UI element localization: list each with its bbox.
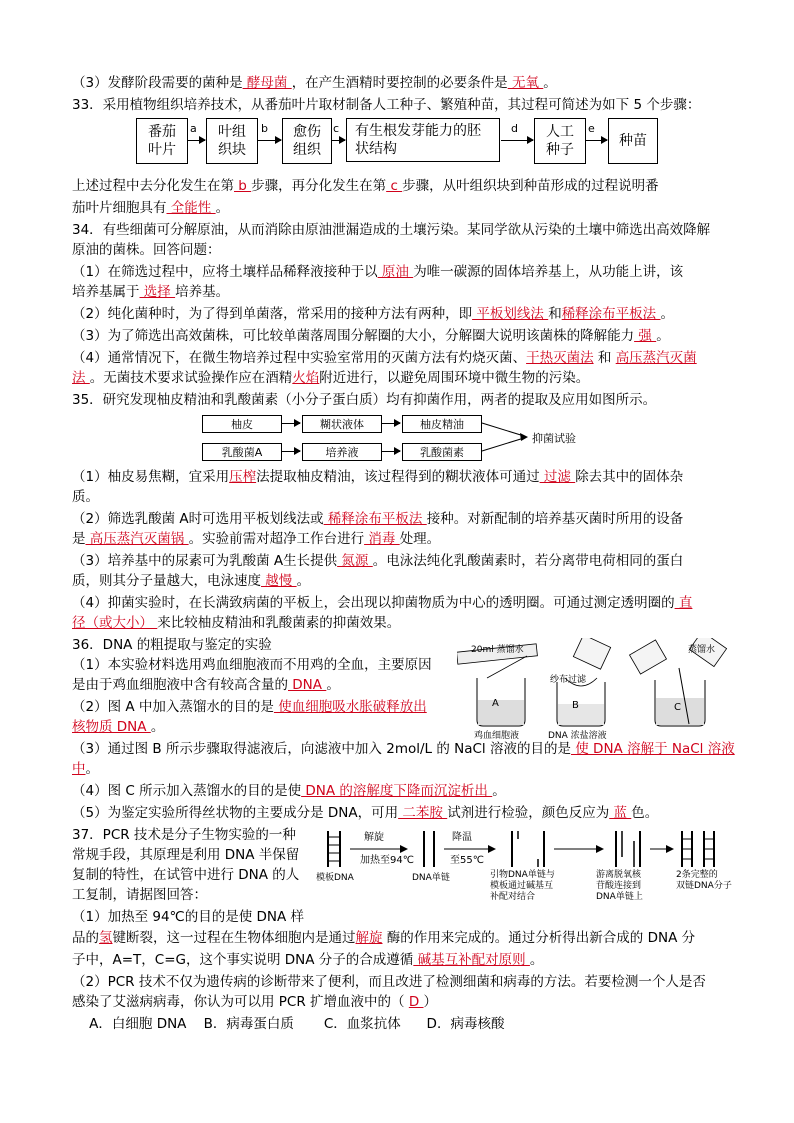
answer: 全能性	[166, 200, 216, 216]
answer: 中	[72, 761, 86, 777]
arrow-icon	[331, 140, 345, 141]
flow-box: 糊状液体	[302, 415, 382, 433]
arrow-icon	[501, 140, 533, 141]
q36-part1b: 是由于鸡血细胞液中含有较高含量的 DNA 。	[72, 677, 340, 693]
answer: 平板划线法	[472, 306, 549, 322]
answer: c	[386, 178, 403, 194]
figure-label: 至55℃	[450, 855, 484, 866]
q36-part2b: 核物质 DNA 。	[72, 719, 165, 735]
answer: 氢	[99, 930, 113, 946]
arrow-label: c	[333, 122, 340, 135]
arrow-icon	[282, 451, 300, 452]
answer: 压榨	[229, 469, 257, 485]
q37-options: A．白细胞 DNA B．病毒蛋白质 C．血浆抗体 D．病毒核酸	[72, 1016, 505, 1032]
q33-line2: 茄叶片细胞具有 全能性 。	[72, 200, 230, 216]
figure-label: 蒸馏水	[688, 645, 716, 655]
q35-part1b: 质。	[72, 489, 99, 505]
arrow-label: b	[261, 122, 268, 135]
q36-part2a: （2）图 A 中加入蒸馏水的目的是 使血细胞吸水胀破释放出	[72, 699, 427, 715]
q35-part2b: 是 高压蒸汽灭菌锅 。实验前需对超净工作台进行 消毒 处理。	[72, 531, 441, 547]
figure-label: 2条完整的 双链DNA分子	[676, 870, 732, 891]
q36-part3b: 中。	[72, 761, 99, 777]
answer: 越慢	[261, 573, 297, 589]
figure-label: 加热至94℃	[360, 855, 414, 866]
q37-part1a: 品的氢键断裂，这一过程在生物体细胞内是通过解旋 酶的作用来完成的。通过分析得出新合成的 DNA 分	[72, 930, 696, 946]
q35-part3a: （3）培养基中的尿素可为乳酸菌 A生长提供 氮源 。电泳法纯化乳酸菌素时，若分离带电荷相同的蛋白	[72, 553, 684, 569]
flow-box: 柚皮精油	[402, 415, 482, 433]
q35-part1a: （1）柚皮易焦糊，宜采用压榨法提取柚皮精油，该过程得到的糊状液体可通过 过滤 除去其中的固体杂	[72, 469, 684, 485]
q37-part1b: 子中，A=T，C=G，这个事实说明 DNA 分子的合成遵循 碱基互补配对原则 。	[72, 952, 544, 968]
arrow-label: a	[190, 122, 197, 135]
figure-label: 游离脱氧核 苷酸连接到 DNA单链上	[596, 870, 643, 902]
q35-part4a: （4）抑菌实验时，在长满致病菌的平板上，会出现以抑菌物质为中心的透明圈。可通过测定透明圈的 直	[72, 595, 693, 611]
arrow-icon	[585, 140, 607, 141]
arrow-label: e	[588, 122, 595, 135]
flow-box: 叶组 织块	[206, 118, 258, 164]
arrow-icon	[282, 423, 300, 424]
q36-part4: （4）图 C 所示加入蒸馏水的目的是使 DNA 的溶解度下降而沉淀析出 。	[72, 783, 506, 799]
q35-part3b: 质，则其分子量越大，电泳速度 越慢 。	[72, 573, 311, 589]
answer: 消毒	[364, 531, 400, 547]
result-label: 抑菌试验	[532, 432, 576, 445]
arrow-icon	[257, 140, 281, 141]
answer: 法	[72, 370, 90, 386]
q37-line5: （1）加热至 94℃的目的是使 DNA 样	[72, 909, 305, 925]
answer: 稀释涂布平板法	[323, 511, 427, 527]
arrow-icon	[382, 423, 400, 424]
q34-stem1: 34．有些细菌可分解原油，从而消除由原油泄漏造成的土壤污染。某同学欲从污染的土壤中筛选出高效降解	[72, 222, 711, 238]
figure-label: 20ml 蒸馏水	[471, 645, 524, 655]
q36-part5: （5）为鉴定实验所得丝状物的主要成分是 DNA，可用 二苯胺 试剂进行检验，颜色反应为 蓝 色。	[72, 805, 659, 821]
figure-label: 鸡血细胞液	[474, 731, 520, 741]
figure-label: 解旋	[364, 832, 384, 843]
answer: DNA	[288, 677, 327, 693]
flow-box: 种苗	[608, 118, 658, 164]
q37-part2a: （2）PCR 技术不仅为遗传病的诊断带来了便利，而且改进了检测细菌和病毒的方法。若要检测一个人是否	[72, 974, 706, 990]
flow-box: 乳酸菌素	[402, 443, 482, 461]
answer: 高压蒸汽灭菌锅	[85, 531, 189, 547]
q36-title: 36．DNA 的粗提取与鉴定的实验	[72, 637, 272, 653]
q34-part1b: 培养基属于 选择 培养基。	[72, 284, 230, 300]
q35-part2a: （2）筛选乳酸菌 A时可选用平板划线法或 稀释涂布平板法 接种。对新配制的培养基灭菌时所用的设备	[72, 511, 684, 527]
answer: 二苯胺	[398, 805, 448, 821]
figure-label: A	[492, 698, 499, 709]
q33-stem: 33．采用植物组织培养技术，从番茄叶片取材制备人工种子、繁殖种苗，其过程可简述为如下 5 个步骤：	[72, 97, 701, 113]
figure-label: 纱布过滤	[550, 675, 587, 685]
q36-part1a: （1）本实验材料选用鸡血细胞液而不用鸡的全血，主要原因	[72, 657, 432, 673]
q33-line1: 上述过程中去分化发生在第 b 步骤，再分化发生在第 c 步骤，从叶组织块到种苗形成的过程说明番	[72, 178, 659, 194]
figure-label: C	[674, 702, 681, 713]
q37-line2: 常规手段，其原理是利用 DNA 半保留	[72, 847, 300, 863]
figure-label: 降温	[452, 832, 472, 843]
flow-box: 人工 种子	[534, 118, 586, 164]
flow-box: 有生根发芽能力的胚 状结构	[346, 118, 500, 162]
q34-part2: （2）纯化菌种时，为了得到单菌落，常采用的接种方法有两种，即 平板划线法 和稀释涂布平板法 。	[72, 306, 674, 322]
answer: 氮源	[337, 553, 373, 569]
arrow-icon	[187, 140, 205, 141]
answer: 干热灭菌法	[526, 350, 594, 366]
answer: 使 DNA 溶解于 NaCl 溶液	[570, 741, 735, 757]
answer: 蓝	[609, 805, 632, 821]
figure-label: 模板DNA	[316, 873, 354, 883]
q34-stem2: 原油的菌株。回答问题：	[72, 242, 221, 258]
answer: 酵母菌	[242, 75, 292, 91]
answer: DNA 的溶解度下降而沉淀析出	[301, 783, 493, 799]
q32-part3: （3）发酵阶段需要的菌种是 酵母菌 ，在产生酒精时要控制的必要条件是 无氧 。	[72, 75, 557, 91]
figure-label: B	[572, 700, 579, 711]
q35-part4b: 径（或大小） 来比较柚皮精油和乳酸菌素的抑菌效果。	[72, 615, 401, 631]
figure-label: DNA 浓盐溶液	[548, 731, 607, 741]
q37-part2b: 感染了艾滋病病毒，你认为可以用 PCR 扩增血液中的（ D ）	[72, 994, 438, 1010]
flow-box: 番茄 叶片	[136, 118, 188, 164]
flow-box: 愈伤 组织	[282, 118, 332, 164]
answer: 过滤	[539, 469, 576, 485]
q35-stem: 35．研究发现柚皮精油和乳酸菌素（小分子蛋白质）均有抑菌作用，两者的提取及应用如图所示。	[72, 392, 657, 408]
arrow-icon	[382, 451, 400, 452]
answer: 原油	[377, 264, 414, 280]
flow-box: 乳酸菌A	[202, 443, 282, 461]
answer: 直	[674, 595, 693, 611]
figure-label: 引物DNA单链与 模板通过碱基互 补配对结合	[490, 870, 555, 902]
q37-line4: 工复制，请据图回答：	[72, 887, 207, 903]
q36-part3a: （3）通过图 B 所示步骤取得滤液后，向滤液中加入 2mol/L 的 NaCl 溶液的目的是 使 DNA 溶解于 NaCl 溶液	[72, 741, 735, 757]
q34-part3: （3）为了筛选出高效菌株，可比较单菌落周围分解圈的大小，分解圈大说明该菌株的降解能力 强 。	[72, 328, 670, 344]
answer: b	[234, 178, 252, 194]
answer: 径（或大小）	[72, 615, 158, 631]
answer: 无氧	[507, 75, 544, 91]
arrow-label: d	[511, 122, 518, 135]
figure-label: DNA单链	[412, 873, 450, 883]
q34-part4a: （4）通常情况下，在微生物培养过程中实验室常用的灭菌方法有灼烧灭菌、干热灭菌法 和 高压蒸汽灭菌	[72, 350, 697, 366]
answer: 核物质 DNA	[72, 719, 151, 735]
answer: 解旋	[355, 930, 383, 946]
answer: 高压蒸汽灭菌	[615, 350, 697, 366]
answer: 稀释涂布平板法	[561, 306, 661, 322]
answer: D	[408, 994, 424, 1010]
answer: 使血细胞吸水胀破释放出	[273, 699, 427, 715]
answer: 选择	[139, 284, 176, 300]
answer: 火焰	[292, 370, 320, 386]
answer: 强	[634, 328, 657, 344]
flow-box: 柚皮	[202, 415, 282, 433]
merge-arrows-icon	[480, 418, 532, 458]
q37-line3: 复制的特性，在试管中进行 DNA 的人	[72, 867, 300, 883]
q37-line1: 37．PCR 技术是分子生物实验的一种	[72, 827, 296, 843]
flow-box: 培养液	[302, 443, 382, 461]
answer: 碱基互补配对原则	[413, 952, 530, 968]
q34-part1a: （1）在筛选过程中，应将土壤样品稀释液接种于以 原油 为唯一碳源的固体培养基上，从功能上讲，该	[72, 264, 684, 280]
q34-part4b: 法 。无菌技术要求试验操作应在酒精火焰附近进行，以避免周围环境中微生物的污染。	[72, 370, 590, 386]
